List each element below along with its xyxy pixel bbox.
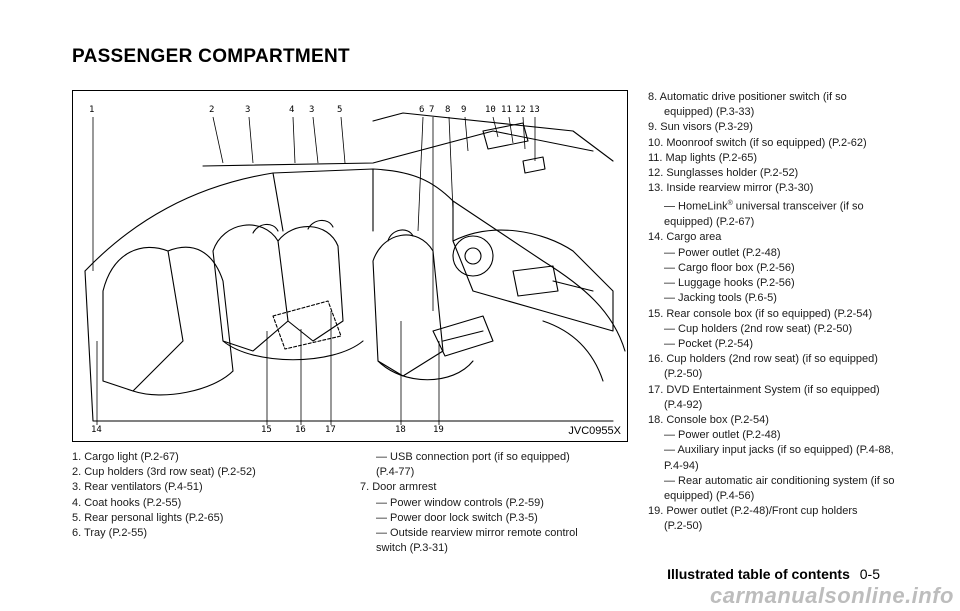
list-item: 9. Sun visors (P.3-29)	[648, 121, 753, 134]
list-item: — Luggage hooks (P.2-56)	[664, 277, 795, 290]
list-item: 4. Coat hooks (P.2-55)	[72, 496, 182, 509]
list-item: (P.2-50)	[664, 368, 703, 381]
list-item: — Cup holders (2nd row seat) (P.2-50)	[664, 322, 853, 335]
callout-7: 7	[429, 105, 435, 115]
list-item: (P.2-50)	[664, 520, 703, 533]
page-title: PASSENGER COMPARTMENT	[72, 46, 350, 67]
list-item: — Power window controls (P.2-59)	[376, 496, 544, 509]
callout-18: 18	[395, 425, 406, 435]
callout-10: 10	[485, 105, 496, 115]
callout-11: 11	[501, 105, 512, 115]
legend-column-2	[360, 450, 578, 556]
list-item: 14. Cargo area	[648, 231, 722, 244]
interior-illustration	[72, 90, 628, 442]
list-item: — Auxiliary input jacks (if so equipped) (P.4-88,	[664, 444, 894, 457]
list-item: — Cargo floor box (P.2-56)	[664, 261, 795, 274]
list-item: — USB connection port (if so equipped)	[376, 451, 570, 463]
figure-code: JVC0955X	[568, 425, 621, 437]
list-item: 19. Power outlet (P.2-48)/Front cup holders	[648, 505, 858, 518]
list-item: — Outside rearview mirror remote control	[376, 527, 578, 540]
list-item: 10. Moonroof switch (if so equipped) (P.2-62)	[648, 136, 867, 149]
callout-5: 5	[337, 105, 343, 115]
page-footer	[667, 566, 880, 582]
callout-17: 17	[325, 425, 336, 435]
callout-3b: 3	[309, 105, 315, 115]
list-item: 16. Cup holders (2nd row seat) (if so equipped)	[648, 353, 878, 366]
callout-8: 8	[445, 105, 451, 115]
callout-16: 16	[295, 425, 306, 435]
callout-12: 12	[515, 105, 526, 115]
legend-column-1	[72, 450, 256, 541]
callout-15: 15	[261, 425, 272, 435]
footer-section-title: Illustrated table of contents	[667, 566, 850, 582]
list-item: 17. DVD Entertainment System (if so equipped)	[648, 383, 880, 396]
list-item: 15. Rear console box (if so equipped) (P.2-54)	[648, 307, 873, 320]
list-item: 2. Cup holders (3rd row seat) (P.2-52)	[72, 466, 256, 479]
list-item: — Power outlet (P.2-48)	[664, 429, 781, 442]
footer-page-number: 0-5	[859, 566, 880, 582]
list-item: P.4-94)	[664, 459, 699, 472]
list-item: 7. Door armrest	[360, 481, 437, 494]
list-item: 6. Tray (P.2-55)	[72, 527, 147, 540]
callout-13: 13	[529, 105, 540, 115]
list-item: equipped) (P.3-33)	[664, 106, 755, 119]
list-item: 11. Map lights (P.2-65)	[648, 151, 758, 164]
interior-drawing	[73, 91, 629, 443]
callout-3a: 3	[245, 105, 251, 115]
list-item: — Power door lock switch (P.3-5)	[376, 511, 538, 524]
list-item: — Rear automatic air conditioning system (if so	[664, 474, 895, 487]
list-item: 8. Automatic drive positioner switch (if so	[648, 91, 847, 103]
list-item: 1. Cargo light (P.2-67)	[72, 451, 179, 463]
list-item: (P.4-77)	[376, 466, 415, 479]
list-item: equipped) (P.2-67)	[664, 216, 755, 229]
callout-6: 6	[419, 105, 425, 115]
list-item: (P.4-92)	[664, 398, 703, 411]
list-item: — Jacking tools (P.6-5)	[664, 292, 777, 305]
list-item: 3. Rear ventilators (P.4-51)	[72, 481, 203, 494]
callout-19: 19	[433, 425, 444, 435]
list-item: 13. Inside rearview mirror (P.3-30)	[648, 182, 814, 195]
list-item: — Power outlet (P.2-48)	[664, 246, 781, 259]
list-item: — HomeLink® universal transceiver (if so	[664, 200, 864, 214]
list-item: switch (P.3-31)	[376, 542, 448, 555]
callout-1: 1	[89, 105, 95, 115]
callout-14: 14	[91, 425, 102, 435]
list-item: 18. Console box (P.2-54)	[648, 413, 769, 426]
list-item: — Pocket (P.2-54)	[664, 337, 754, 350]
callout-2: 2	[209, 105, 215, 115]
list-item: equipped) (P.4-56)	[664, 489, 755, 502]
legend-column-3	[648, 90, 894, 535]
list-item: 5. Rear personal lights (P.2-65)	[72, 511, 224, 524]
callout-4: 4	[289, 105, 295, 115]
callout-9: 9	[461, 105, 467, 115]
watermark: carmanualsonline.info	[710, 583, 954, 608]
list-item: 12. Sunglasses holder (P.2-52)	[648, 167, 799, 180]
